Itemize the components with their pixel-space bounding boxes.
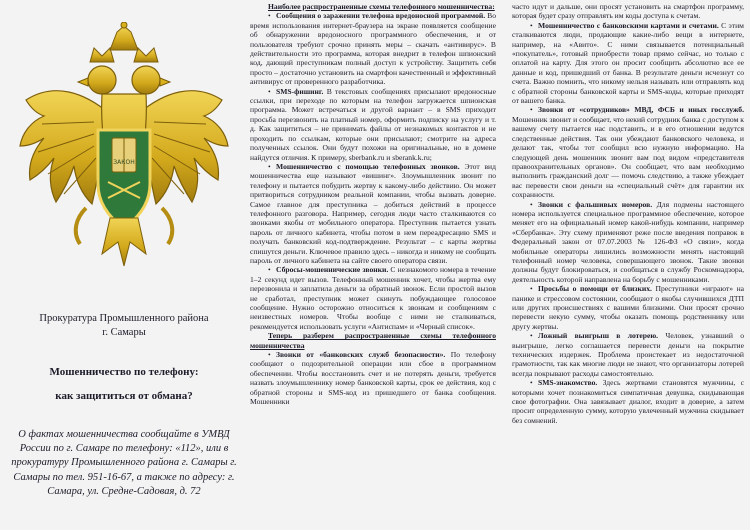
section-heading-2: Теперь разберем распространенные схемы телефонного мошенничества: [250, 331, 496, 350]
continued-paragraph: часто идут и дальше, они просят установить на смартфон программу, которая будет сразу отправлять им коды доступа к счетам.: [512, 2, 744, 21]
scheme-paragraph: • Звонки от «сотрудников» МВД, ФСБ и иных госслужб. Мошенник звонит и сообщает, что некий сотрудник банка с доступом к вашему счету пытается нас подставить, и в его отношении ведутся следственные действия. Так они убеждают банковского человека, и делают так, чтобы тот сообщил всю нужную информацию. На следующей день мошенник звонит вам под видом «представителя правоохранительных органов». Он сообщает, что вам необходимо выполнить гражданский долг — помочь следствию, а также убеждает вас перевести свои деньги на «специальный счёт» для гарантии их сохранности.: [512, 105, 744, 200]
scheme-paragraph: • Сбросы-мошеннические звонки. С незнакомого номера в течение 1–2 секунд идет вызов. Телефонный мошенник хочет, чтобы жертва ему перезвонила и заплатила деньги за обратный звонок. Если простой вызов не сработал, преступник может скинуть побуждающее голосовое сообщение. Нужно осторожно относиться к звонкам и сообщениям с неизвестных номеров. Чтобы вообще с ними не сталкиваться, рекомендуется использовать услуги «Антиспам» и «Черный список».: [250, 265, 497, 331]
scheme-paragraph: • Просьбы о помощи от близких. Преступники «играют» на панике и стрессовом состоянии, сообщают о якобы случившихся ДТП или других происшествиях с вашими близкими. Они просят срочно перевести некую сумму, чтобы оказать помощь родственнику или другу жертвы.: [512, 284, 745, 331]
scheme-paragraph: • Ложный выигрыш в лотерею. Человек, узнавший о выигрыше, легко соглашается перевести деньги на покрытие технических издержек. Проблема проистекает из недостаточной грамотности, так как многие люди не знают, что организаторы лотерей всегда покрывают расходы самостоятельно.: [512, 331, 744, 378]
bullet-icon: •: [268, 161, 271, 171]
scheme-paragraph: • SMS-знакомство. Здесь жертвами становятся мужчины, с которыми хочет познакомиться симпатичная девушка, скидывающая свое фотографии. Она завязывает диалог, входит в доверие, а затем просит определенную сумму, которую увлеченный мужчина скидывает без сомнений.: [512, 378, 744, 425]
prosecutor-eagle-emblem-icon: [14, 22, 234, 292]
organization-name: [0, 312, 248, 340]
bullet-icon: •: [268, 350, 271, 360]
title-line-1: Мошенничество по телефону:: [49, 366, 199, 378]
schemes-column-right: [500, 0, 750, 530]
bullet-icon: •: [530, 378, 533, 388]
bullet-icon: •: [530, 331, 533, 341]
title-line-2: как защититься от обмана?: [55, 390, 193, 402]
bullet-icon: •: [530, 20, 533, 30]
scheme-paragraph: • SMS-фишинг. В текстовых сообщениях присылают вредоносные ссылки, при переходе по которым на телефон загружается шпионская программа. Может встречаться и другой вариант – в SMS приходит просьба перезвонить на платный номер, оформить подписку на услугу и т. д. Как защититься – не принимать файлы от незнакомых контактов и не проходить по ссылкам, которые они присылают; смотрите на адреса полученных ссылок. Они будут похожи на оригинальные, но в домене найдутся отличия. К примеру, sberbank.ru и sberank.k.ru;: [250, 86, 496, 162]
scheme-paragraph: • Звонки от «банковских служб безопасности». По телефону сообщают о подозрительной операции или сбое в программном обеспечении. Чтобы восстановить счет и не потерять деньги, требуется назвать злоумышленнику номер банковской карты, срок ее действия, код с обратной стороны и SMS-код из пришедшего от банка сообщения. Мошенники: [250, 350, 496, 407]
contact-info: О фактах мошенничества сообщайте в УМВД России по г. Самаре по телефону: «112», или в прокуратуру Промышленного района г. Самары г. Самары по тел. 951-16-67, а также по адресу: г. Самара, ул. Средне-Садовая, д. 72: [11, 429, 237, 497]
scheme-paragraph: • Мошенничество с банковскими картами и счетами. С этим сталкиваются люди, продающие какие-либо вещи в интернете, например, на «Авито». С ними связывается потенциальный «покупатель», готовый приобрести товар прямо сейчас, но только с оплатой на карту. Для этого он просит сообщить абсолютно все ее данные и код, пришедший от банка. В результате деньги исчезнут со счета. Важно помнить, что никому нельзя называть или отправлять код с обратной стороны банковской карты и SMS-коды, которые приходят от вашего банка.: [512, 20, 744, 106]
leaflet-title: [0, 360, 248, 408]
bullet-icon: •: [268, 11, 271, 21]
bullet-icon: •: [268, 265, 271, 275]
cover-column: [0, 0, 248, 530]
bullet-icon: •: [530, 284, 533, 294]
bullet-icon: •: [530, 105, 533, 115]
scheme-paragraph: • Звонки с фальшивых номеров. Для подмены настоящего номера используется специальное программное обеспечение, которое меняет его на официальный номер какой-нибудь компании, например «Сбербанка». Эту схему применяют реже после введения поправок в Федеральный закон от 07.07.2003 № 126-ФЗ «О связи», когда мобильные операторы лишились возможности менять настоящий телефонный номер человека, совершающего звонок. Такие звонки должны будут блокироваться, и сообщаться в службу Роскомнадзора, деятельность которой направлена на борьбу с мошенниками.: [512, 199, 744, 284]
schemes-column-middle: [248, 0, 500, 530]
bullet-icon: •: [268, 86, 271, 96]
shield-text: ЗАКОН: [113, 159, 135, 166]
scheme-paragraph: • Сообщения о заражении телефона вредоносной программой. Во время использования интернет-браузера на экране появляется сообщение об обнаружении вредоносного программного обеспечения, и от пользователя требуют срочно принять меры – скачать «антивирус». В действительности это программа, которая внедрит в телефон шпионский код, дающий преступникам полный доступ к устройству. Защитить себя просто – достаточно установить на смартфон качественный и эффективный антивирус от проверенного разработчика.: [250, 11, 496, 87]
section-heading-1: Наиболее распространенные схемы телефонного мошенничества:: [268, 2, 495, 11]
bullet-icon: •: [530, 199, 533, 209]
organization-line-1: Прокуратура Промышленного района: [39, 313, 209, 324]
organization-line-2: г. Самары: [102, 327, 146, 338]
scheme-paragraph: • Мошенничество с помощью телефонных звонков. Этот вид мошенничества еще называют «вишинг». Злоумышленник звонит по телефону и пытается побудить жертву к какому-либо действию. Он может притвориться сотрудником реальной компании, чтобы вызвать доверие. Самое главное для преступника – добиться действий в процессе телефонного разговора. Например, сегодня люди часто сталкиваются со звонками якобы от мобильного оператора. Преступник пытается узнать пароль от личного кабинета, чтобы потом в нем переадресацию SMS и получать банковский код-подтверждение. Результат – с карты жертвы спишутся деньги. Ключевое правило здесь – никогда и никому не сообщать пароль от личного кабинета на сайте своего оператора связи.: [250, 161, 496, 265]
